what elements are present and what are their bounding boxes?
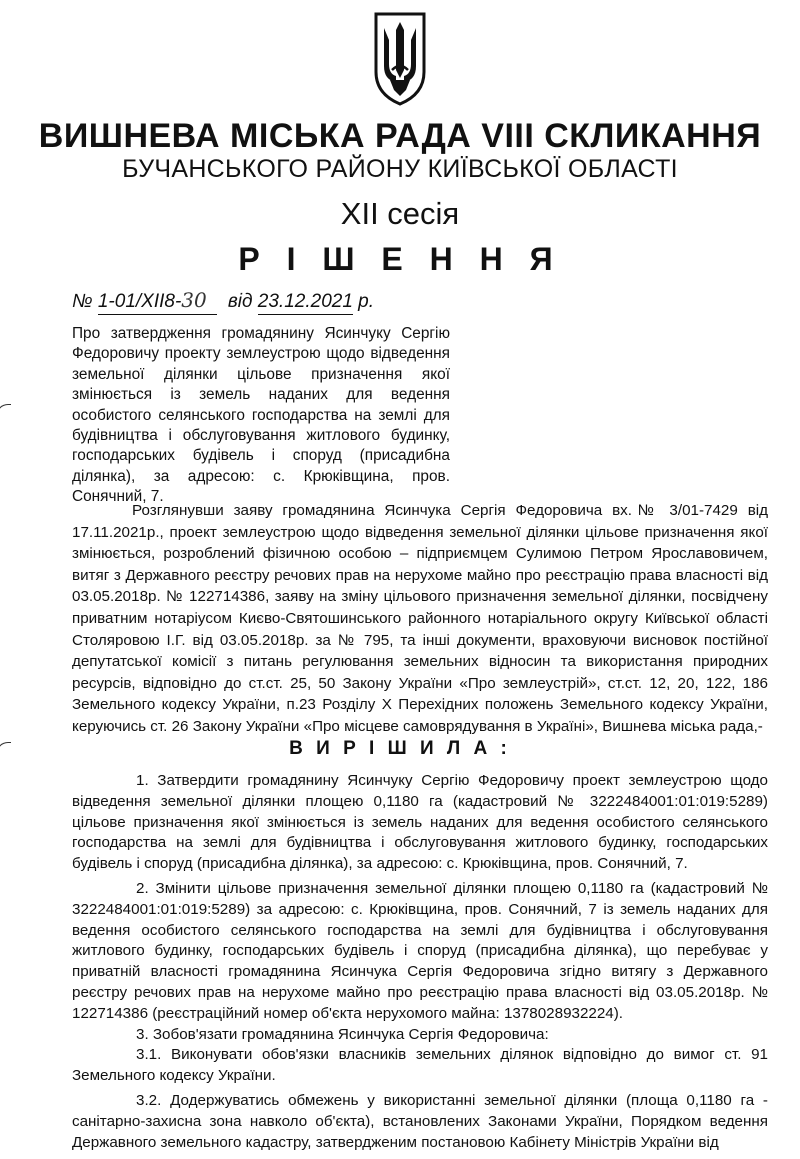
decision-subject: Про затвердження громадянину Ясинчуку Сергію Федоровичу проекту землеустрою щодо відведення земельної ділянки цільове призначення якої змінюється із земель наданих для ведення особистого селянського господарства на землі для будівництва і обслуговування житлового будинку, господарських будівель і споруд (присадибна ділянка), за адресою: с. Крюківщина, пров. Сонячний, 7.: [72, 325, 450, 506]
trident-coat-of-arms-icon: [372, 10, 428, 106]
decision-item-3-1: 3.1. Виконувати обов'язки власників земельних ділянок відповідно до вимог ст. 91 Земельного кодексу України.: [72, 1046, 768, 1085]
decision-number: 1-01/XII8-30: [98, 288, 217, 315]
resolved-heading: В И Р І Ш И Л А :: [289, 738, 511, 759]
decision-date: 23.12.2021: [258, 290, 353, 315]
preamble-paragraph: Розглянувши заяву громадянина Ясинчука Сергія Федоровича вх.№ 3/01-7429 від 17.11.2021р., проект землеустрою щодо відведення земельної ділянки цільове призначення якої змінюється, розроблений фізичною особою – підприємцем Сулимою Петром Ярославовичем, витяг з Державного реєстру речових прав на нерухоме майно про реєстрацію права власності від 03.05.2018р. № 122714386, заяву на зміну цільового призначення земельної ділянки, посвідчену приватним нотаріусом Києво-Святошинського районного нотаріального округу Київської області Столяровою І.Г. від 03.05.2018р. за № 795, та інші документи, враховуючи висновок постійної депутатської комісії з питань регулювання земельних відносин та використання природних ресурсів, відповідно до ст.ст. 25, 50 Закону України «Про землеустрій», ст.ст. 12, 20, 122, 186 Земельного кодексу України, п.23 Розділу Х Перехідних положень Земельного кодексу України, керуючись ст. 26 Закону України «Про місцеве самоврядування в Україні», Вишнева міська рада,-: [72, 502, 768, 735]
district-name: БУЧАНСЬКОГО РАЙОНУ КИЇВСЬКОЇ ОБЛАСТІ: [122, 155, 678, 183]
session-title: XII сесія: [340, 196, 460, 231]
decision-item-3-2: 3.2. Додержуватись обмежень у використанні земельної ділянки (площа 0,1180 га - санітарно-захисна зона навколо об'єкта), встановлених Законами України, Порядком ведення Державного земельного кадастру, затвердженим постановою Кабінету Міністрів України від: [72, 1091, 768, 1151]
punch-hole-mark: [0, 404, 11, 419]
year-suffix: р.: [358, 291, 375, 312]
decision-number-line: [72, 288, 412, 315]
number-label: №: [72, 291, 93, 312]
decision-item-3: 3. Зобов'язати громадянина Ясинчука Сергія Федоровича:: [136, 1025, 549, 1043]
from-label: від: [227, 291, 253, 312]
handwritten-number: 30: [181, 288, 207, 312]
decision-item-2: 2. Змінити цільове призначення земельної ділянки площею 0,1180 га (кадастровий № 3222484001:01:019:5289) за адресою: с. Крюківщина, пров. Сонячний, 7 із земель наданих для ведення особистого селянського господарства на землі для будівництва і обслуговування житлового будинку, господарських будівель і споруд (присадибна ділянка), що перебуває у приватній власності громадянина Ясинчука Сергія Федоровича згідно витягу з Державного реєстру речових прав на нерухоме майно про реєстрацію права власності від 03.05.2018р. № 122714386 (реєстраційний номер об'єкта нерухомого майна: 1378028932224).: [72, 879, 768, 1022]
decision-items: [72, 771, 768, 1153]
decision-item-1: 1. Затвердити громадянину Ясинчуку Сергію Федоровичу проект землеустрою щодо відведення земельної ділянки площею 0,1180 га (кадастровий № 3222484001:01:019:5289) цільове призначення якої змінюється із земель наданих для ведення особистого селянського господарства на землі для будівництва і обслуговування житлового будинку, господарських будівель і споруд (присадибна ділянка), за адресою: с. Крюківщина, пров. Сонячний, 7.: [72, 772, 768, 873]
document-type-title: Р І Ш Е Н Н Я: [238, 241, 562, 277]
punch-hole-mark: [0, 742, 11, 757]
council-name: ВИШНЕВА МІСЬКА РАДА VIII СКЛИКАННЯ: [38, 117, 762, 155]
